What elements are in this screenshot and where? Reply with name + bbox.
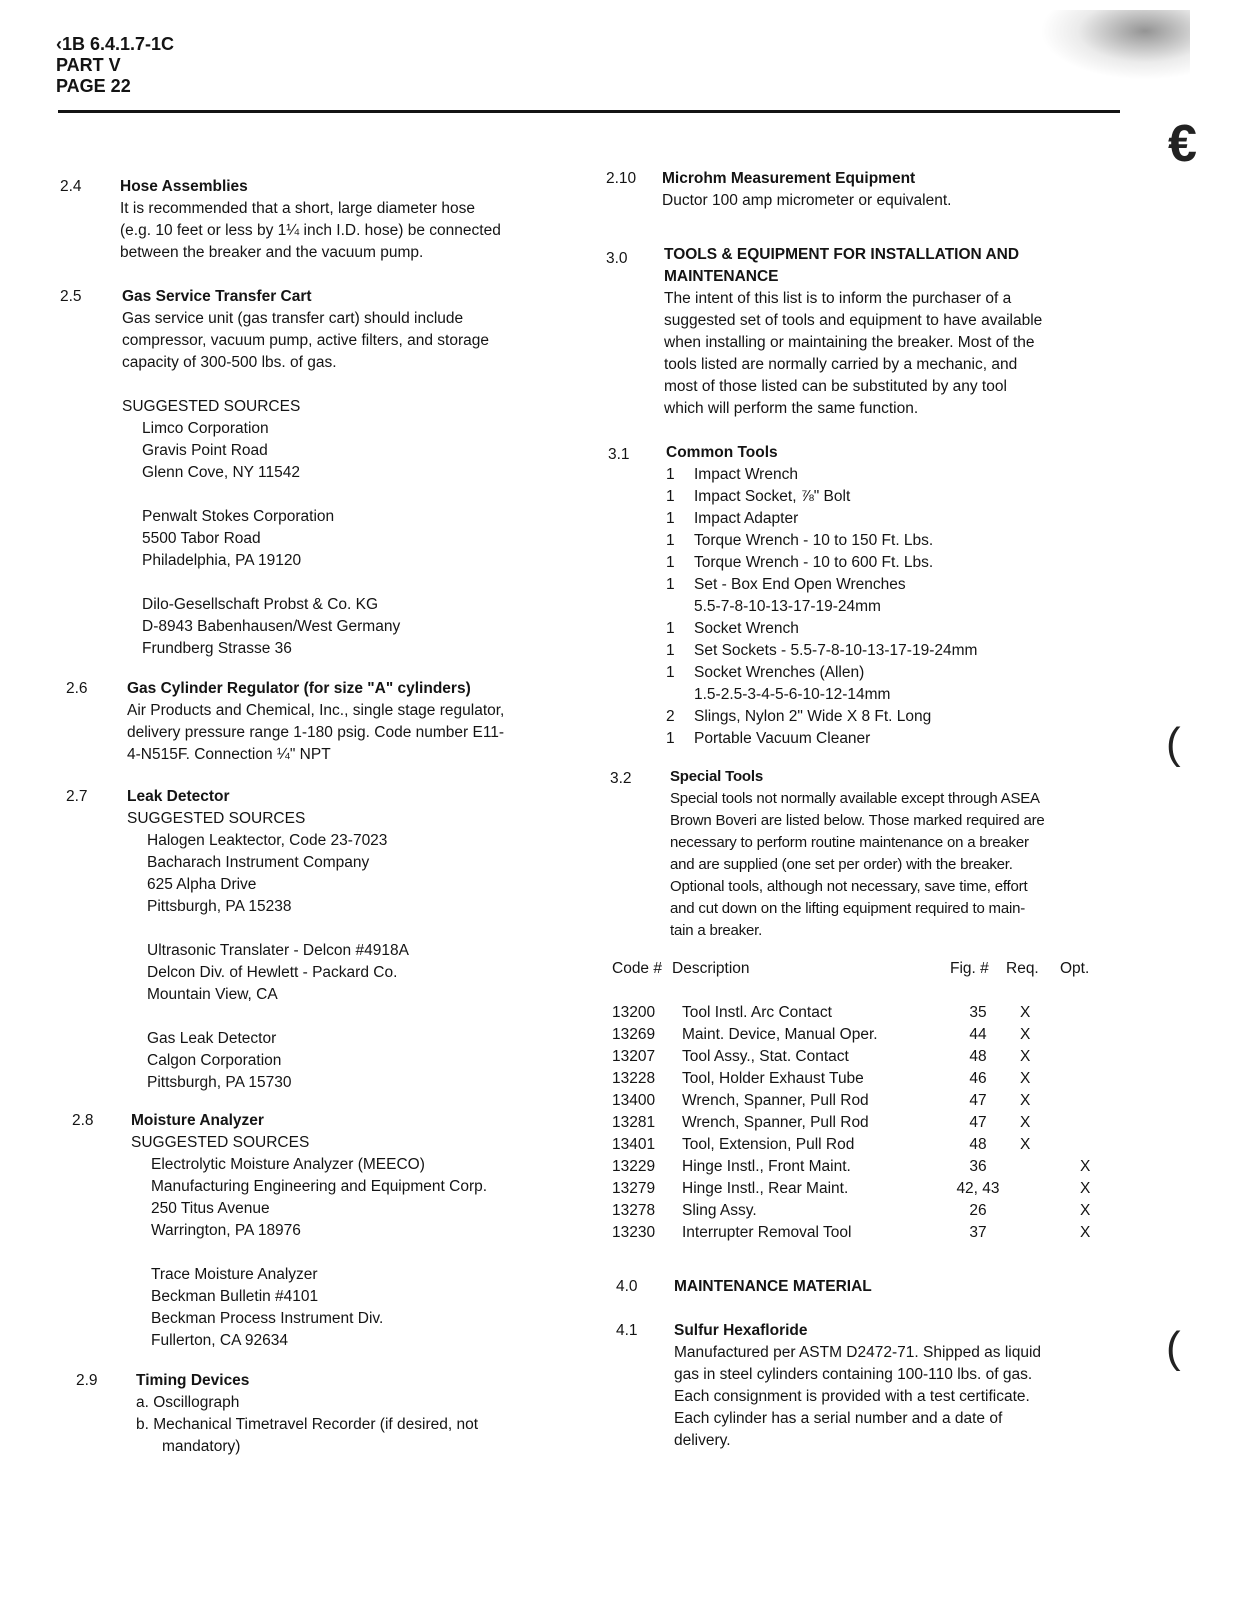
text-line: (e.g. 10 feet or less by 1¼ inch I.D. hose) be connected — [120, 222, 501, 239]
margin-mark: ( — [1166, 719, 1181, 768]
table-row: 13278 Sling Assy. 26 X — [612, 1202, 1091, 1219]
source-line: Philadelphia, PA 19120 — [142, 552, 302, 569]
source-line: 5500 Tabor Road — [142, 530, 261, 547]
text-line: 4-N515F. Connection ¼" NPT — [127, 746, 331, 763]
section-number: 3.2 — [610, 770, 632, 787]
text-line: compressor, vacuum pump, active filters, and storage — [122, 332, 489, 349]
section-title: Gas Cylinder Regulator (for size "A" cylinders) — [127, 680, 471, 697]
section-title: Timing Devices — [136, 1372, 250, 1389]
text-line: Each consignment is provided with a test certificate. — [674, 1388, 1030, 1405]
sources-label: SUGGESTED SOURCES — [122, 398, 301, 415]
table-row: 13229 Hinge Instl., Front Maint. 36 X — [612, 1158, 1091, 1175]
page-header — [56, 34, 174, 97]
header-rule — [58, 110, 1120, 113]
source-line: Dilo-Gesellschaft Probst & Co. KG — [142, 596, 379, 613]
col-opt-header: Opt. — [1060, 960, 1090, 977]
tool-row: 1 Set Sockets - 5.5-7-8-10-13-17-19-24mm — [666, 642, 978, 659]
source-line: Calgon Corporation — [147, 1052, 282, 1069]
section-title-cont: MAINTENANCE — [664, 268, 779, 285]
text-line: which will perform the same function. — [664, 400, 919, 417]
source-line: Pittsburgh, PA 15730 — [147, 1074, 292, 1091]
section-title: Microhm Measurement Equipment — [662, 170, 916, 187]
margin-mark: ( — [1166, 1323, 1181, 1372]
tool-row: 1 Portable Vacuum Cleaner — [666, 730, 871, 747]
section-number: 3.0 — [606, 250, 628, 267]
text-line: Special tools not normally available except through ASEA — [670, 790, 1040, 807]
section-number: 2.6 — [66, 680, 88, 697]
table-row: 13269 Maint. Device, Manual Oper. 44 X — [612, 1026, 1031, 1043]
text-line: tain a breaker. — [670, 922, 763, 939]
source-line: 625 Alpha Drive — [147, 876, 257, 893]
section-number: 2.8 — [72, 1112, 94, 1129]
section-title: Gas Service Transfer Cart — [122, 288, 312, 305]
tool-row: 1 Torque Wrench - 10 to 150 Ft. Lbs. — [666, 532, 934, 549]
text-line: and cut down on the lifting equipment required to main- — [670, 900, 1026, 917]
source-line: Pittsburgh, PA 15238 — [147, 898, 292, 915]
list-item-cont: mandatory) — [162, 1438, 241, 1455]
text-line: when installing or maintaining the breaker. Most of the — [664, 334, 1035, 351]
section-number: 4.0 — [616, 1278, 638, 1295]
source-line: Trace Moisture Analyzer — [151, 1266, 318, 1283]
text-line: most of those listed can be substituted by any tool — [664, 378, 1007, 395]
source-line: Gravis Point Road — [142, 442, 268, 459]
section-title: Sulfur Hexafloride — [674, 1322, 808, 1339]
text-line: delivery. — [674, 1432, 731, 1449]
tool-row: 2 Slings, Nylon 2" Wide X 8 Ft. Long — [666, 708, 932, 725]
table-row: 13228 Tool, Holder Exhaust Tube 46 X — [612, 1070, 1031, 1087]
source-line: Bacharach Instrument Company — [147, 854, 370, 871]
list-item: a. Oscillograph — [136, 1394, 240, 1411]
section-title: Leak Detector — [127, 788, 230, 805]
tool-row: 1 Impact Socket, ⅞" Bolt — [666, 488, 851, 505]
section-title: Special Tools — [670, 768, 763, 785]
table-row: 13401 Tool, Extension, Pull Rod 48 X — [612, 1136, 1031, 1153]
text-line: Manufactured per ASTM D2472-71. Shipped as liquid — [674, 1344, 1042, 1361]
source-line: Halogen Leaktector, Code 23-7023 — [147, 832, 388, 849]
col-desc-header: Description — [672, 960, 750, 977]
source-line: Beckman Bulletin #4101 — [151, 1288, 319, 1305]
text-line: gas in steel cylinders containing 100-110 lbs. of gas. — [674, 1366, 1033, 1383]
text-line: Each cylinder has a serial number and a date of — [674, 1410, 1003, 1427]
text-line: suggested set of tools and equipment to have available — [664, 312, 1043, 329]
list-item: b. Mechanical Timetravel Recorder (if desired, not — [136, 1416, 479, 1433]
tool-row: 1 Impact Wrench — [666, 466, 798, 483]
text-line: Gas service unit (gas transfer cart) should include — [122, 310, 464, 327]
section-number: 2.4 — [60, 178, 82, 195]
text-line: Optional tools, although not necessary, save time, effort — [670, 878, 1028, 895]
text-line: and are supplied (one set per order) with the breaker. — [670, 856, 1013, 873]
page-number: PAGE 22 — [56, 76, 131, 96]
section-title: MAINTENANCE MATERIAL — [674, 1278, 872, 1295]
source-line: Warrington, PA 18976 — [151, 1222, 301, 1239]
source-line: Manufacturing Engineering and Equipment Corp. — [151, 1178, 488, 1195]
source-line: Ultrasonic Translater - Delcon #4918A — [147, 942, 409, 959]
section-number: 2.5 — [60, 288, 82, 305]
text-line: Ductor 100 amp micrometer or equivalent. — [662, 192, 952, 209]
tool-row: 1 Socket Wrench — [666, 620, 799, 637]
part-label: PART V — [56, 55, 121, 75]
table-row: 13207 Tool Assy., Stat. Contact 48 X — [612, 1048, 1031, 1065]
col-fig-header: Fig. # — [950, 960, 989, 977]
text-line: between the breaker and the vacuum pump. — [120, 244, 424, 261]
scan-artifact — [1040, 10, 1190, 80]
tool-row: 1 Socket Wrenches (Allen) — [666, 664, 865, 681]
margin-mark: € — [1168, 115, 1197, 173]
table-header — [612, 958, 1122, 980]
table-row: 13281 Wrench, Spanner, Pull Rod 47 X — [612, 1114, 1031, 1131]
source-line: Delcon Div. of Hewlett - Packard Co. — [147, 964, 398, 981]
source-line: Limco Corporation — [142, 420, 269, 437]
text-line: necessary to perform routine maintenance on a breaker — [670, 834, 1029, 851]
tool-row: 1 Set - Box End Open Wrenches — [666, 576, 906, 593]
section-title: TOOLS & EQUIPMENT FOR INSTALLATION AND — [664, 246, 1020, 263]
source-line: D-8943 Babenhausen/West Germany — [142, 618, 401, 635]
section-number: 4.1 — [616, 1322, 638, 1339]
source-line: Frundberg Strasse 36 — [142, 640, 292, 657]
source-line: Glenn Cove, NY 11542 — [142, 464, 300, 481]
source-line: Gas Leak Detector — [147, 1030, 277, 1047]
section-number: 2.7 — [66, 788, 88, 805]
source-line: 250 Titus Avenue — [151, 1200, 270, 1217]
text-line: delivery pressure range 1-180 psig. Code number E11- — [127, 724, 505, 741]
tool-row: 1.5-2.5-3-4-5-6-10-12-14mm — [694, 686, 891, 703]
text-line: capacity of 300-500 lbs. of gas. — [122, 354, 337, 371]
tools-table — [612, 958, 1122, 1244]
col-code-header: Code # — [612, 960, 662, 977]
section-number: 3.1 — [608, 446, 630, 463]
section-title: Hose Assemblies — [120, 178, 248, 195]
source-line: Mountain View, CA — [147, 986, 278, 1003]
text-line: Air Products and Chemical, Inc., single stage regulator, — [127, 702, 505, 719]
text-line: The intent of this list is to inform the purchaser of a — [664, 290, 1012, 307]
source-line: Electrolytic Moisture Analyzer (MEECO) — [151, 1156, 425, 1173]
table-row: 13279 Hinge Instl., Rear Maint. 42, 43 X — [612, 1180, 1091, 1197]
text-line: Brown Boveri are listed below. Those marked required are — [670, 812, 1045, 829]
source-line: Beckman Process Instrument Div. — [151, 1310, 384, 1327]
doc-number: ‹1B 6.4.1.7-1C — [56, 34, 175, 54]
sources-label: SUGGESTED SOURCES — [131, 1134, 310, 1151]
section-title: Common Tools — [666, 444, 778, 461]
text-line: tools listed are normally carried by a mechanic, and — [664, 356, 1018, 373]
sources-label: SUGGESTED SOURCES — [127, 810, 306, 827]
text-line: It is recommended that a short, large diameter hose — [120, 200, 475, 217]
section-title: Moisture Analyzer — [131, 1112, 264, 1129]
tool-row: 1 Torque Wrench - 10 to 600 Ft. Lbs. — [666, 554, 934, 571]
tool-row: 5.5-7-8-10-13-17-19-24mm — [694, 598, 881, 615]
table-row: 13200 Tool Instl. Arc Contact 35 X — [612, 1004, 1031, 1021]
col-req-header: Req. — [1006, 960, 1039, 977]
source-line: Fullerton, CA 92634 — [151, 1332, 289, 1349]
source-line: Penwalt Stokes Corporation — [142, 508, 335, 525]
section-number: 2.9 — [76, 1372, 98, 1389]
table-row: 13400 Wrench, Spanner, Pull Rod 47 X — [612, 1092, 1031, 1109]
tool-row: 1 Impact Adapter — [666, 510, 799, 527]
section-number: 2.10 — [606, 170, 637, 187]
table-row: 13230 Interrupter Removal Tool 37 X — [612, 1224, 1091, 1241]
